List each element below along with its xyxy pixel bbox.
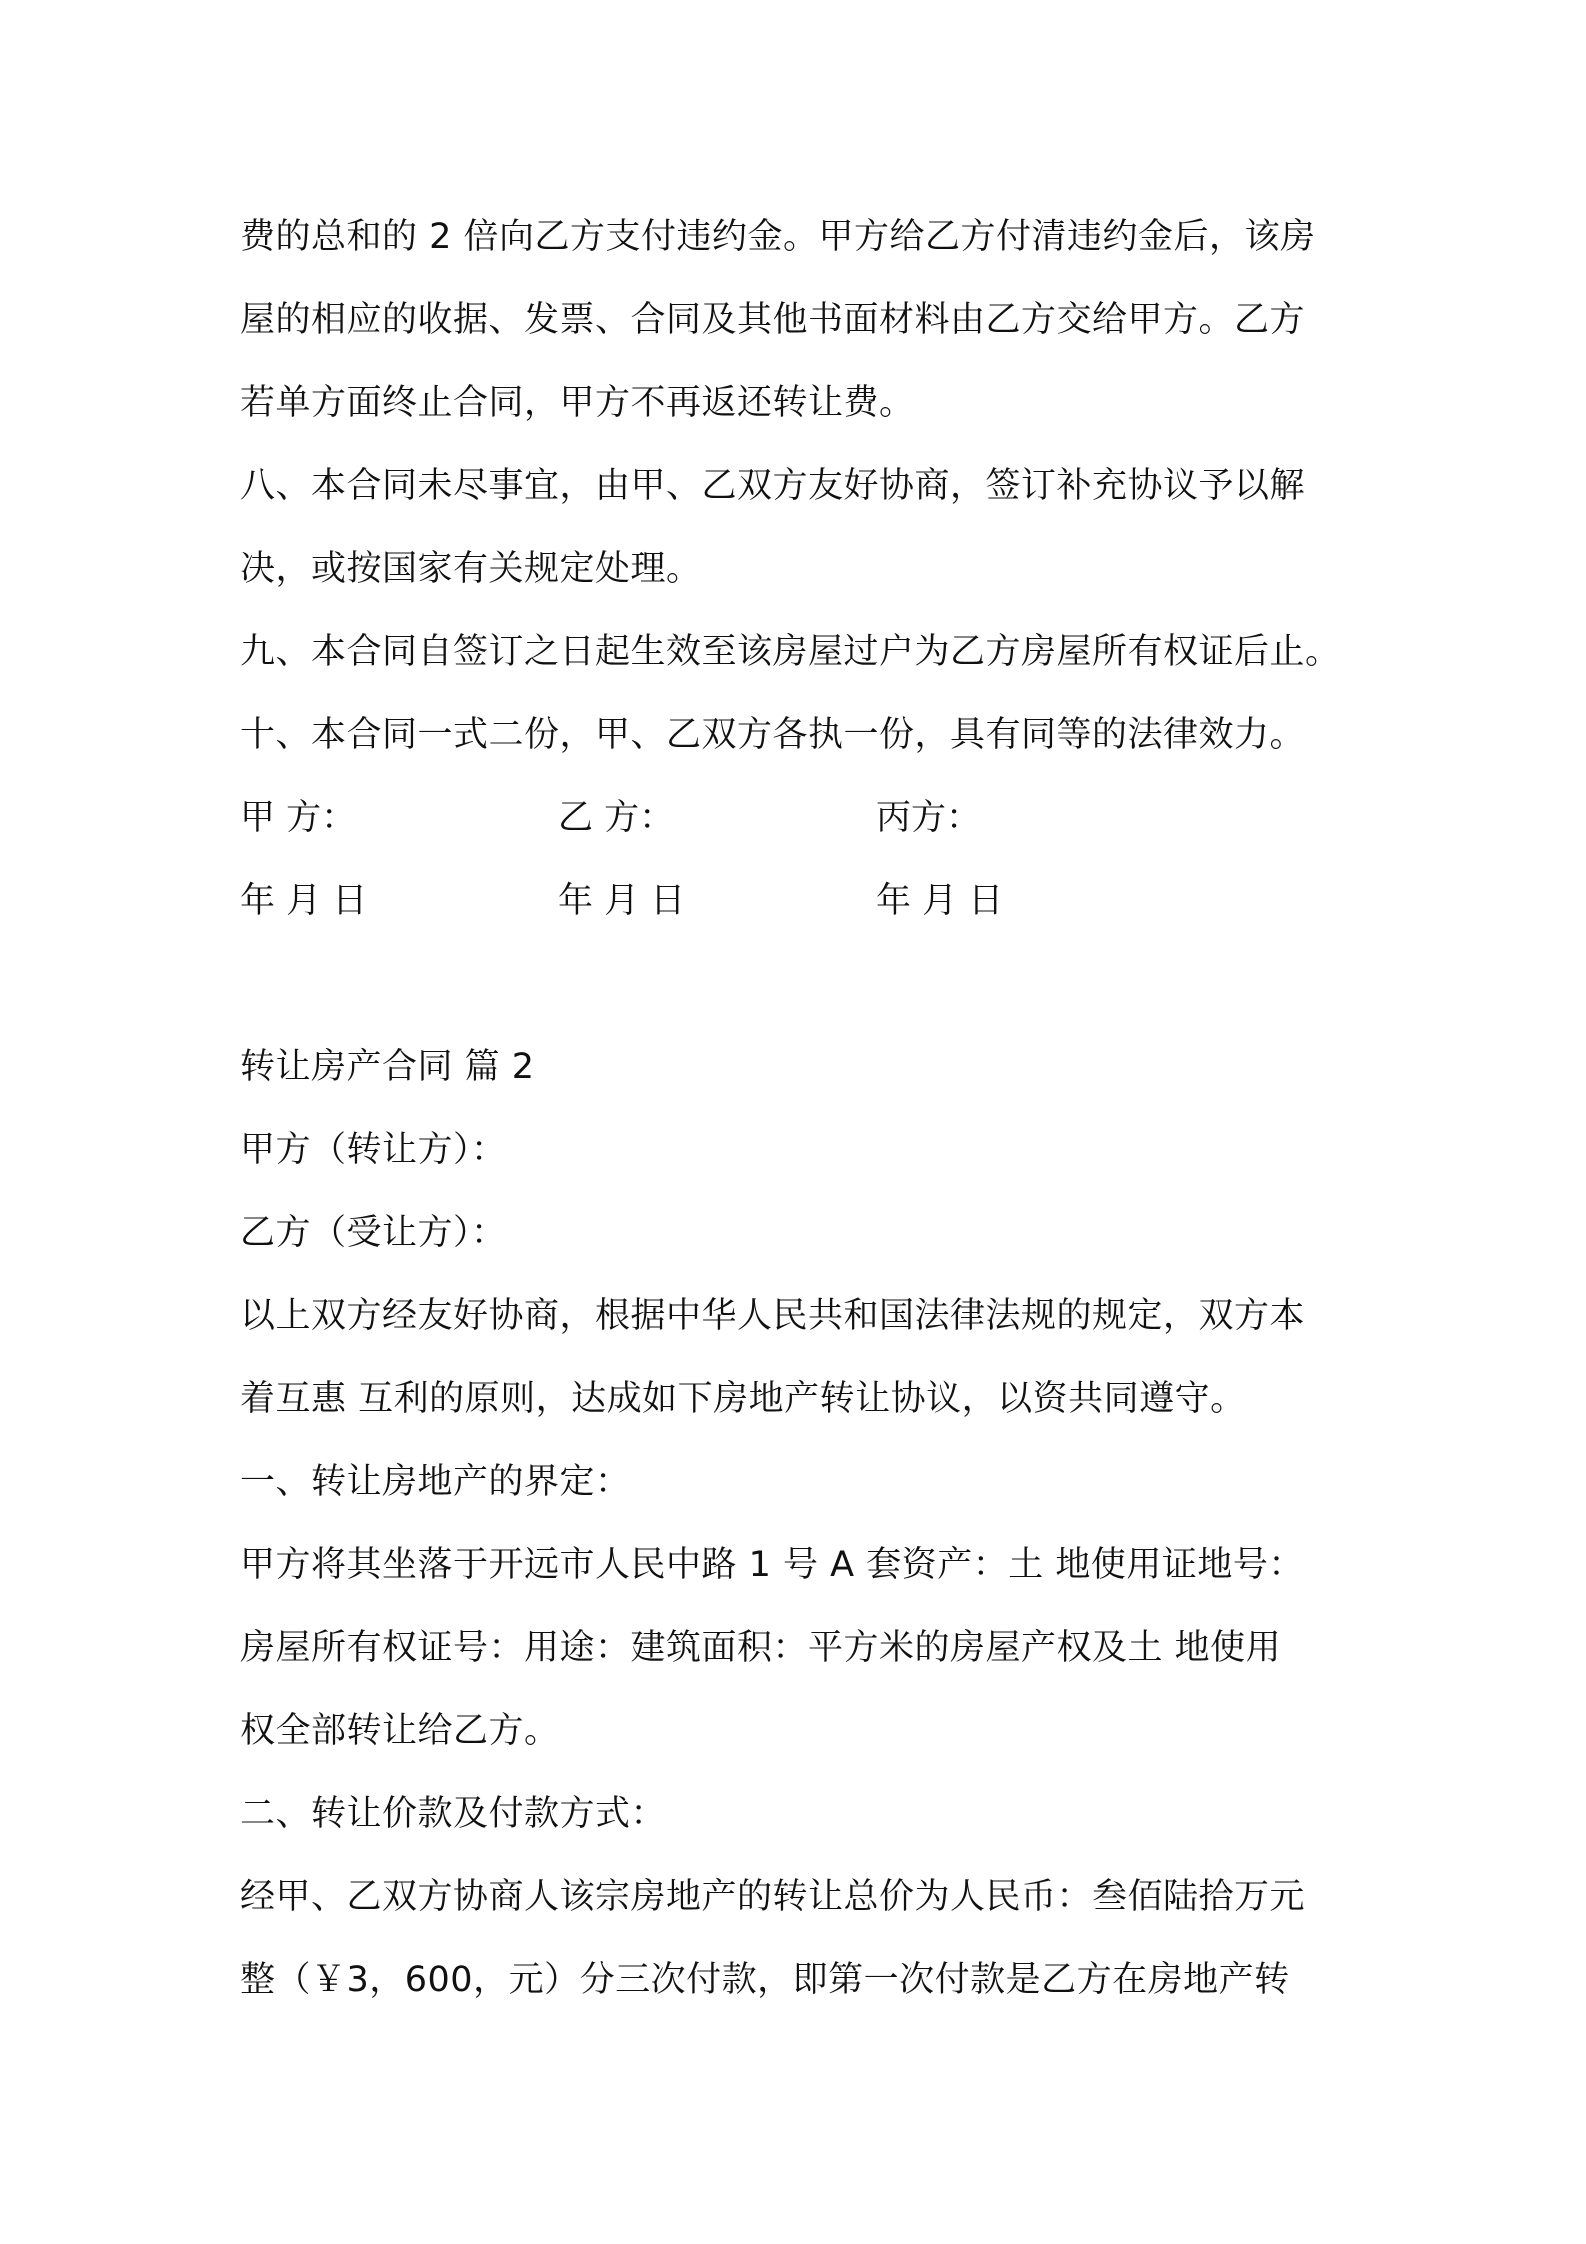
paragraph-line: 经甲、乙双方协商人该宗房地产的转让总价为人民币：叁佰陆拾万元 bbox=[240, 1877, 1306, 1917]
clause-nine: 九、本合同自签订之日起生效至该房屋过户为乙方房屋所有权证后止。 bbox=[240, 632, 1341, 672]
paragraph-line: 权全部转让给乙方。 bbox=[240, 1711, 560, 1751]
paragraph-line: 决，或按国家有关规定处理。 bbox=[240, 549, 702, 589]
party-a-signature-label: 甲 方： bbox=[240, 798, 357, 838]
party-a-date: 年 月 日 bbox=[240, 881, 368, 921]
clause-ten: 十、本合同一式二份，甲、乙双方各执一份，具有同等的法律效力。 bbox=[240, 715, 1306, 755]
paragraph-line: 以上双方经友好协商，根据中华人民共和国法律法规的规定，双方本 bbox=[240, 1296, 1306, 1336]
party-a-line: 甲方（转让方）： bbox=[240, 1130, 507, 1170]
paragraph-line: 着互惠 互利的原则，达成如下房地产转让协议，以资共同遵守。 bbox=[240, 1379, 1246, 1419]
section-title: 转让房产合同 篇 2 bbox=[240, 1047, 535, 1087]
section-spacer bbox=[240, 943, 1370, 1026]
party-c-signature-label: 丙方： bbox=[876, 798, 982, 838]
document-body bbox=[240, 196, 1370, 2022]
party-b-signature-label: 乙 方： bbox=[558, 798, 675, 838]
paragraph-line: 甲方将其坐落于开远市人民中路 1 号 A 套资产：土 地使用证地号： bbox=[240, 1545, 1304, 1585]
party-b-date: 年 月 日 bbox=[558, 881, 686, 921]
paragraph-line: 房屋所有权证号：用途：建筑面积：平方米的房屋产权及土 地使用 bbox=[240, 1628, 1282, 1668]
clause-heading-one: 一、转让房地产的界定： bbox=[240, 1462, 631, 1502]
clause-heading-two: 二、转让价款及付款方式： bbox=[240, 1794, 667, 1834]
party-c-date: 年 月 日 bbox=[876, 881, 1004, 921]
signature-row bbox=[240, 777, 1370, 860]
paragraph-line: 整（￥3，600，元）分三次付款，即第一次付款是乙方在房地产转 bbox=[240, 1960, 1290, 2000]
paragraph-line: 费的总和的 2 倍向乙方支付违约金。甲方给乙方付清违约金后，该房 bbox=[240, 217, 1316, 257]
party-b-line: 乙方（受让方）： bbox=[240, 1213, 507, 1253]
paragraph-line: 若单方面终止合同，甲方不再返还转让费。 bbox=[240, 383, 915, 423]
clause-eight: 八、本合同未尽事宜，由甲、乙双方友好协商，签订补充协议予以解 bbox=[240, 466, 1306, 506]
paragraph-line: 屋的相应的收据、发票、合同及其他书面材料由乙方交给甲方。乙方 bbox=[240, 300, 1306, 340]
date-row bbox=[240, 860, 1370, 943]
